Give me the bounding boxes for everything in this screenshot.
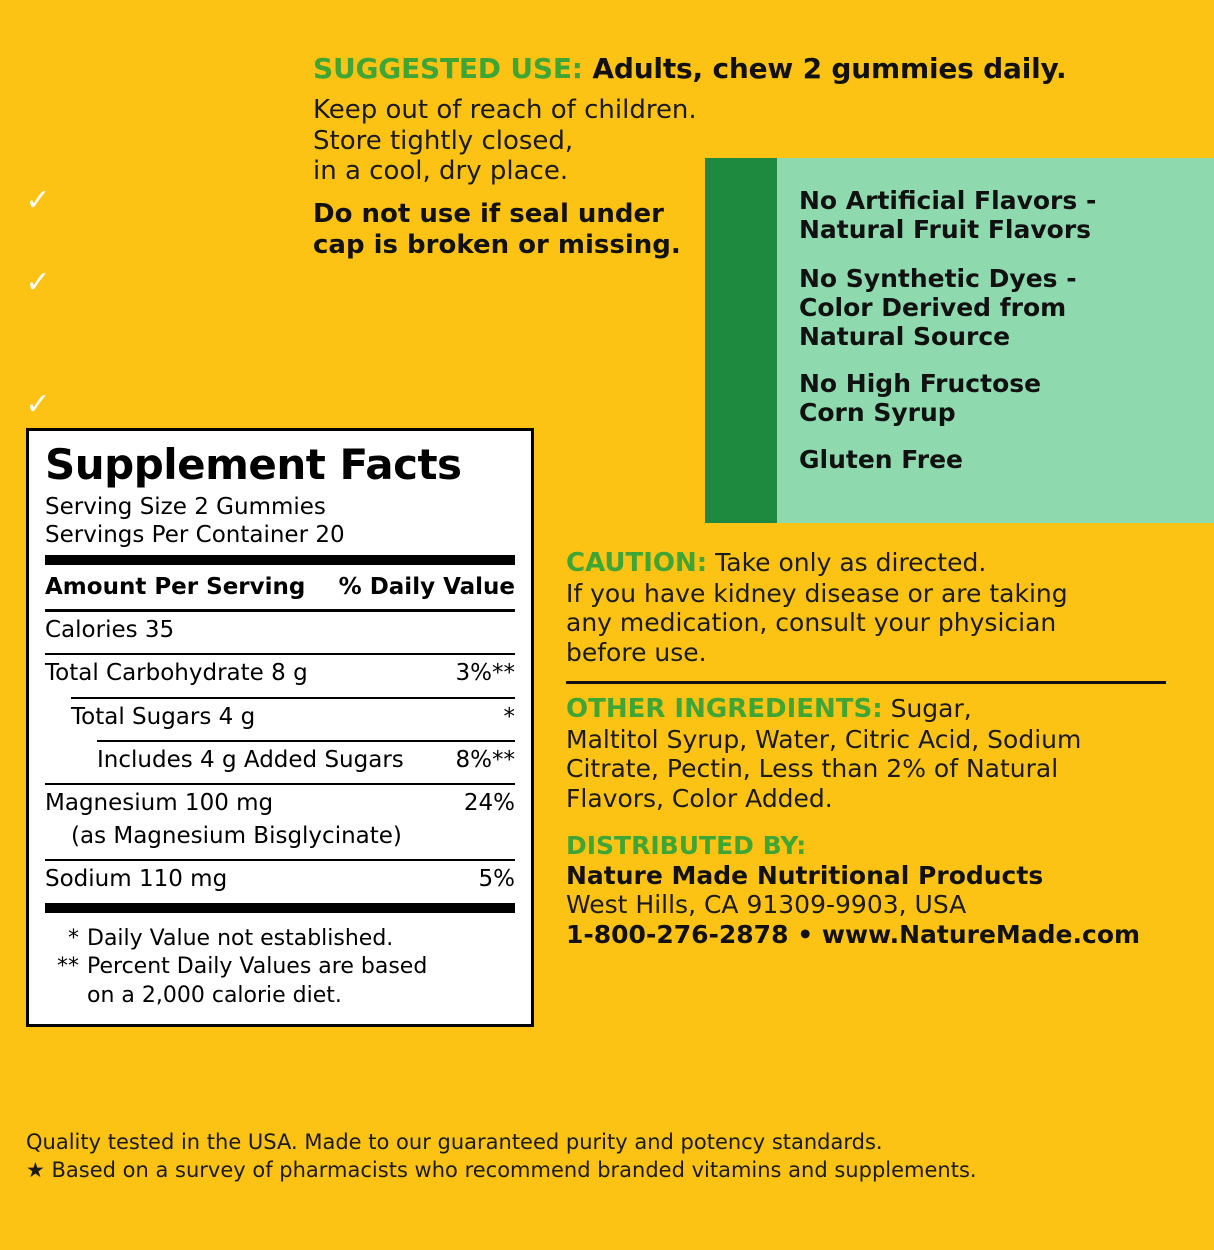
table-row <box>45 612 515 647</box>
claims-list <box>777 158 1214 523</box>
claim-line-3b: Corn Syrup <box>799 398 956 427</box>
suggested-use-heading <box>313 52 1073 85</box>
bottom-note-2 <box>26 1156 1186 1184</box>
claim-line-2a: No Synthetic Dyes - <box>799 264 1077 293</box>
suggested-use-body-line1: Keep out of reach of children. <box>313 95 697 125</box>
claim-line-4a: Gluten Free <box>799 445 964 474</box>
check-icon: ✓ <box>25 265 51 300</box>
check-icon: ✓ <box>25 183 51 218</box>
distributor-company: Nature Made Nutritional Products <box>566 860 1044 890</box>
bottom-note-1: Quality tested in the USA. Made to our guaranteed purity and potency standards. <box>26 1130 883 1154</box>
footnotes <box>45 917 515 1011</box>
row-value: 24% <box>463 790 515 817</box>
row-label: Magnesium 100 mg <box>45 790 274 817</box>
table-row <box>45 785 515 820</box>
divider-thick <box>45 903 515 913</box>
divider <box>566 681 1166 684</box>
bottom-notes <box>26 1128 1186 1185</box>
caution-heading: CAUTION: <box>566 548 708 578</box>
other-ingredients-line4: Flavors, Color Added. <box>566 783 833 813</box>
distributor-address: West Hills, CA 91309-9903, USA <box>566 890 967 920</box>
distributor-website[interactable]: www.NatureMade.com <box>821 919 1141 949</box>
claim-line-3a: No High Fructose <box>799 369 1042 398</box>
claim-line-1b: Natural Fruit Flavors <box>799 215 1092 244</box>
claim-item-text <box>799 445 963 474</box>
claims-panel-stripe <box>705 158 777 523</box>
servings-per-container: Servings Per Container 20 <box>45 522 345 549</box>
footnote-1-mark: * <box>68 925 79 951</box>
row-value: 5% <box>478 866 515 893</box>
row-value: * <box>503 703 515 730</box>
column-daily-value: % Daily Value <box>338 574 515 601</box>
distributor-phone[interactable]: 1-800-276-2878 <box>566 919 789 949</box>
caution-line2: If you have kidney disease or are taking <box>566 578 1068 608</box>
distributed-by-section <box>566 831 1166 949</box>
row-sublabel: (as Magnesium Bisglycinate) <box>71 822 402 849</box>
claim-line-1a: No Artificial Flavors - <box>799 186 1097 215</box>
table-row <box>45 655 515 690</box>
check-icon: ✓ <box>25 387 51 422</box>
bottom-note-2-text: Based on a survey of pharmacists who recommend branded vitamins and supplements. <box>51 1158 977 1183</box>
supplement-facts-title: Supplement Facts <box>45 440 462 489</box>
footnote-2-mark: ** <box>57 954 79 980</box>
claim-item-text <box>799 369 1041 427</box>
serving-size: Serving Size 2 Gummies <box>45 494 326 521</box>
caution-line1: Take only as directed. <box>715 548 987 577</box>
claim-item <box>789 369 1204 427</box>
table-header-row <box>45 569 515 604</box>
row-value: 3%** <box>455 660 515 687</box>
other-ingredients-first-line <box>566 694 1166 725</box>
distributed-by-heading: DISTRIBUTED BY: <box>566 831 807 861</box>
caution-first-line <box>566 548 1166 579</box>
claim-item-text <box>799 186 1096 244</box>
claim-line-2c: Natural Source <box>799 322 1011 351</box>
right-column <box>566 548 1166 955</box>
footnote-1-text: Daily Value not established. <box>87 925 394 951</box>
distributor-contact <box>566 920 1166 950</box>
footnote-2 <box>45 953 515 982</box>
suggested-use-body-line3: in a cool, dry place. <box>313 156 569 187</box>
suggested-use-heading-label: SUGGESTED USE: <box>313 52 583 85</box>
separator-dot: • <box>797 919 814 949</box>
other-ingredients-line3: Citrate, Pectin, Less than 2% of Natural <box>566 754 1059 784</box>
claim-item <box>789 186 1204 244</box>
table-row <box>45 699 515 734</box>
divider-thick <box>45 555 515 565</box>
claim-line-2b: Color Derived from <box>799 293 1067 322</box>
claim-item <box>789 264 1204 351</box>
suggested-use-heading-text: Adults, chew 2 gummies daily. <box>592 52 1067 85</box>
table-row <box>45 742 515 777</box>
row-value: 8%** <box>455 746 515 773</box>
footnote-1 <box>45 925 515 954</box>
suggested-use-body-line2: Store tightly closed, <box>313 125 574 156</box>
supplement-facts-panel <box>26 428 534 1027</box>
other-ingredients-line2: Maltitol Syrup, Water, Citric Acid, Sodium <box>566 724 1082 754</box>
claim-item <box>789 445 1204 474</box>
caution-line3: any medication, consult your physician <box>566 608 1057 638</box>
claim-item-text <box>799 264 1077 351</box>
other-ingredients-heading: OTHER INGREDIENTS: <box>566 694 883 725</box>
footnote-2-text: Percent Daily Values are based <box>87 954 428 980</box>
footnote-2-continuation: on a 2,000 calorie diet. <box>87 982 342 1008</box>
claims-panel <box>705 158 1214 523</box>
row-label: Sodium 110 mg <box>45 866 228 893</box>
row-label: Total Sugars 4 g <box>71 703 256 730</box>
column-amount-per-serving: Amount Per Serving <box>45 574 306 601</box>
other-ingredients-section <box>566 694 1166 813</box>
caution-section <box>566 548 1166 667</box>
row-label: Includes 4 g Added Sugars <box>97 746 404 773</box>
suggested-use-warning-line1: Do not use if seal under <box>313 199 664 230</box>
row-label: Calories 35 <box>45 616 175 643</box>
suggested-use-warning-line2: cap is broken or missing. <box>313 229 681 260</box>
row-label: Total Carbohydrate 8 g <box>45 660 308 687</box>
star-icon: ★ <box>26 1158 45 1183</box>
caution-line4: before use. <box>566 637 707 667</box>
other-ingredients-line1: Sugar, <box>890 694 972 724</box>
table-row <box>45 861 515 896</box>
